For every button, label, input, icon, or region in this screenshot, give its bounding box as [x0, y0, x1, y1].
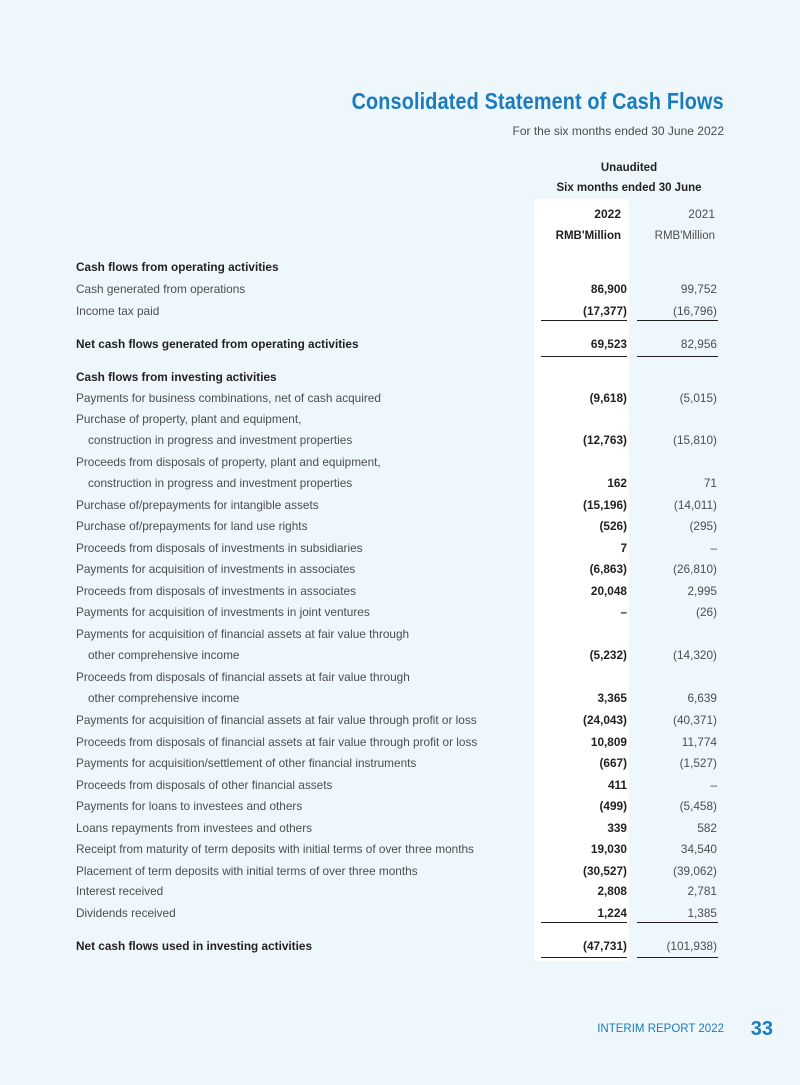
value-2021: (40,371) — [673, 713, 717, 727]
value-2021: (5,015) — [679, 391, 717, 405]
value-2022: 10,809 — [590, 735, 627, 749]
subtotal-rule — [541, 320, 627, 321]
row-label: Proceeds from disposals of investments in subsidiaries — [76, 541, 363, 555]
value-2021: 99,752 — [680, 282, 717, 296]
row-label: Receipt from maturity of term deposits with initial terms of over three months — [76, 842, 474, 856]
value-2022: 86,900 — [590, 282, 627, 296]
row-label: construction in progress and investment properties — [88, 433, 353, 447]
value-2022: (30,527) — [583, 864, 627, 878]
value-2022: (9,618) — [589, 391, 627, 405]
row-label: Income tax paid — [76, 304, 160, 318]
table-row — [76, 862, 724, 880]
value-2021: 82,956 — [680, 337, 717, 351]
row-label: Payments for acquisition of investments in associates — [76, 562, 356, 576]
row-label: Placement of term deposits with initial terms of over three months — [76, 864, 418, 878]
row-label: Proceeds from disposals of financial assets at fair value through — [76, 670, 410, 684]
unaudited-header: Unaudited — [600, 162, 658, 174]
unit-2022-header: RMB'Million — [555, 230, 621, 242]
row-label: Payments for loans to investees and others — [76, 799, 303, 813]
year-2022-header: 2022 — [594, 207, 621, 221]
subtotal-rule — [637, 957, 718, 958]
row-label: Payments for acquisition of financial assets at fair value through — [76, 627, 410, 641]
subtotal-rule — [637, 356, 718, 357]
table-row — [76, 539, 724, 557]
row-label: Purchase of/prepayments for intangible assets — [76, 498, 319, 512]
table-row — [76, 258, 724, 276]
value-2022: 69,523 — [590, 337, 627, 351]
value-2021: 2,995 — [687, 584, 717, 598]
row-label: Purchase of property, plant and equipment, — [76, 412, 302, 426]
row-label: Net cash flows generated from operating activities — [76, 337, 359, 351]
table-row — [76, 754, 724, 772]
subtotal-rule — [541, 922, 627, 923]
value-2022: (5,232) — [589, 648, 627, 662]
page-subtitle: For the six months ended 30 June 2022 — [512, 124, 724, 138]
table-row — [76, 560, 724, 578]
value-2021: 582 — [697, 821, 717, 835]
table-row — [76, 582, 724, 600]
value-2021: 71 — [703, 476, 717, 490]
period-header: Six months ended 30 June — [556, 182, 702, 194]
table-row — [76, 389, 724, 407]
table-row — [76, 904, 724, 922]
value-2021: (14,320) — [673, 648, 717, 662]
value-2022: 2,808 — [597, 884, 627, 898]
value-2022: (15,196) — [583, 498, 627, 512]
row-label: Proceeds from disposals of financial assets at fair value through profit or loss — [76, 735, 478, 749]
table-row — [76, 937, 724, 955]
row-label: Interest received — [76, 884, 164, 898]
row-label: Cash flows from investing activities — [76, 370, 277, 384]
table-row — [76, 689, 724, 707]
row-label: construction in progress and investment properties — [88, 476, 353, 490]
subtotal-rule — [541, 957, 627, 958]
table-row — [76, 625, 724, 643]
table-row — [76, 797, 724, 815]
table-row — [76, 776, 724, 794]
value-2022: (499) — [599, 799, 627, 813]
row-label: Dividends received — [76, 906, 176, 920]
value-2021: 6,639 — [687, 691, 717, 705]
value-2022: 411 — [607, 778, 627, 792]
value-2021: (14,011) — [673, 498, 717, 512]
table-row — [76, 453, 724, 471]
value-2022: – — [620, 605, 627, 619]
value-2021: (295) — [689, 519, 717, 533]
row-label: Payments for acquisition/settlement of other financial instruments — [76, 756, 417, 770]
unit-2021-header: RMB'Million — [654, 230, 715, 242]
value-2021: (1,527) — [679, 756, 717, 770]
value-2022: (12,763) — [583, 433, 627, 447]
table-row — [76, 733, 724, 751]
value-2022: (47,731) — [583, 939, 627, 953]
row-label: Purchase of/prepayments for land use rights — [76, 519, 308, 533]
row-label: Net cash flows used in investing activities — [76, 939, 313, 953]
table-row — [76, 302, 724, 320]
value-2021: – — [710, 778, 717, 792]
value-2021: 2,781 — [687, 884, 717, 898]
value-2021: (101,938) — [666, 939, 717, 953]
subtotal-rule — [541, 356, 627, 357]
subtotal-rule — [637, 320, 718, 321]
year-2021-header: 2021 — [688, 207, 715, 221]
row-label: Cash flows from operating activities — [76, 260, 279, 274]
value-2021: 34,540 — [680, 842, 717, 856]
row-label: Cash generated from operations — [76, 282, 246, 296]
row-label: Payments for acquisition of investments in joint ventures — [76, 605, 370, 619]
table-row — [76, 410, 724, 428]
row-label: Loans repayments from investees and others — [76, 821, 313, 835]
page-number: 33 — [750, 1018, 773, 1040]
value-2022: (526) — [599, 519, 627, 533]
value-2022: 20,048 — [590, 584, 627, 598]
value-2021: – — [710, 541, 717, 555]
value-2021: (26,810) — [673, 562, 717, 576]
row-label: Proceeds from disposals of investments in associates — [76, 584, 356, 598]
value-2022: 19,030 — [590, 842, 627, 856]
table-row — [76, 646, 724, 664]
value-2022: (17,377) — [583, 304, 627, 318]
row-label: Payments for business combinations, net of cash acquired — [76, 391, 381, 405]
row-label: Payments for acquisition of financial assets at fair value through profit or loss — [76, 713, 477, 727]
table-row — [76, 668, 724, 686]
table-row — [76, 368, 724, 386]
value-2022: 3,365 — [597, 691, 627, 705]
subtotal-rule — [637, 922, 718, 923]
value-2021: (39,062) — [673, 864, 717, 878]
value-2021: (16,796) — [673, 304, 717, 318]
table-row — [76, 711, 724, 729]
row-label: Proceeds from disposals of property, plant and equipment, — [76, 455, 381, 469]
table-row — [76, 431, 724, 449]
table-row — [76, 474, 724, 492]
value-2021: (26) — [696, 605, 717, 619]
value-2021: 11,774 — [681, 735, 717, 749]
value-2022: (24,043) — [583, 713, 627, 727]
value-2022: 7 — [620, 541, 627, 555]
report-name: INTERIM REPORT 2022 — [597, 1023, 724, 1035]
value-2022: (6,863) — [589, 562, 627, 576]
value-2022: 1,224 — [597, 906, 627, 920]
value-2021: (5,458) — [679, 799, 717, 813]
table-row — [76, 840, 724, 858]
table-row — [76, 496, 724, 514]
value-2022: 162 — [607, 476, 627, 490]
table-row — [76, 603, 724, 621]
row-label: Proceeds from disposals of other financial assets — [76, 778, 333, 792]
table-row — [76, 517, 724, 535]
table-row — [76, 882, 724, 900]
table-row — [76, 280, 724, 298]
table-row — [76, 819, 724, 837]
table-row — [76, 335, 724, 353]
value-2021: (15,810) — [673, 433, 717, 447]
value-2022: 339 — [607, 821, 627, 835]
row-label: other comprehensive income — [88, 691, 240, 705]
value-2022: (667) — [599, 756, 627, 770]
row-label: other comprehensive income — [88, 648, 240, 662]
value-2021: 1,385 — [687, 906, 717, 920]
page-title: Consolidated Statement of Cash Flows — [351, 88, 724, 114]
